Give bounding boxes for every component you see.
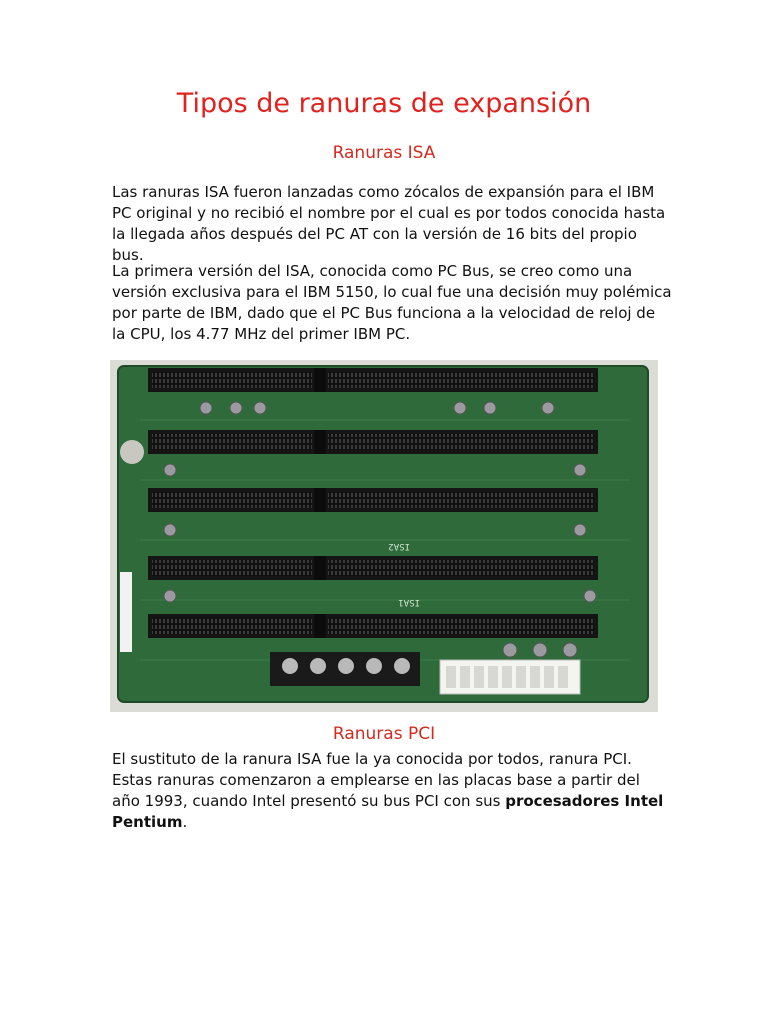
section-heading-isa: Ranuras ISA	[332, 143, 436, 163]
isa-paragraph-2: La primera versión del ISA, conocida como PC Bus, se creo como una versión exclusiva para el IBM 5150, lo cual fue una decisión muy polémica por parte de IBM, dado que el PC Bus funciona a la velocidad de reloj de la CPU, los 4.77 MHz del primer IBM PC.	[112, 262, 672, 343]
backplane-photo	[110, 360, 658, 712]
pci-paragraph-bold: procesadores Intel Pentium	[112, 792, 664, 831]
board-logo	[120, 440, 144, 464]
power-connector	[440, 660, 580, 694]
expansion-slot	[148, 368, 598, 392]
barcode-sticker	[120, 572, 132, 652]
expansion-slot	[148, 430, 598, 454]
slot-label-isa2: ISA2	[388, 541, 410, 551]
slot-label-isa1: ISA1	[398, 597, 420, 607]
pci-paragraph	[112, 749, 672, 833]
backplane-illustration	[110, 360, 658, 712]
pci-paragraph-end: .	[182, 813, 188, 831]
screw-terminal-block	[270, 652, 420, 686]
expansion-slot	[148, 614, 598, 638]
pci-paragraph-text: El sustituto de la ranura ISA fue la ya conocida por todos, ranura PCI. Estas ranuras comenzaron a emplearse en las placas base a partir del año 1993, cuando Intel presentó su bus PCI con sus	[112, 750, 640, 810]
isa-paragraph-1: Las ranuras ISA fueron lanzadas como zócalos de expansión para el IBM PC original y no recibió el nombre por el cual es por todos conocida hasta la llegada años después del PC AT con la versión de 16 bits del propio bus.	[112, 183, 666, 264]
expansion-slot	[148, 488, 598, 512]
expansion-slot	[148, 556, 598, 580]
section-heading-pci: Ranuras PCI	[332, 724, 436, 744]
page-title: Tipos de ranuras de expansión	[176, 88, 592, 119]
